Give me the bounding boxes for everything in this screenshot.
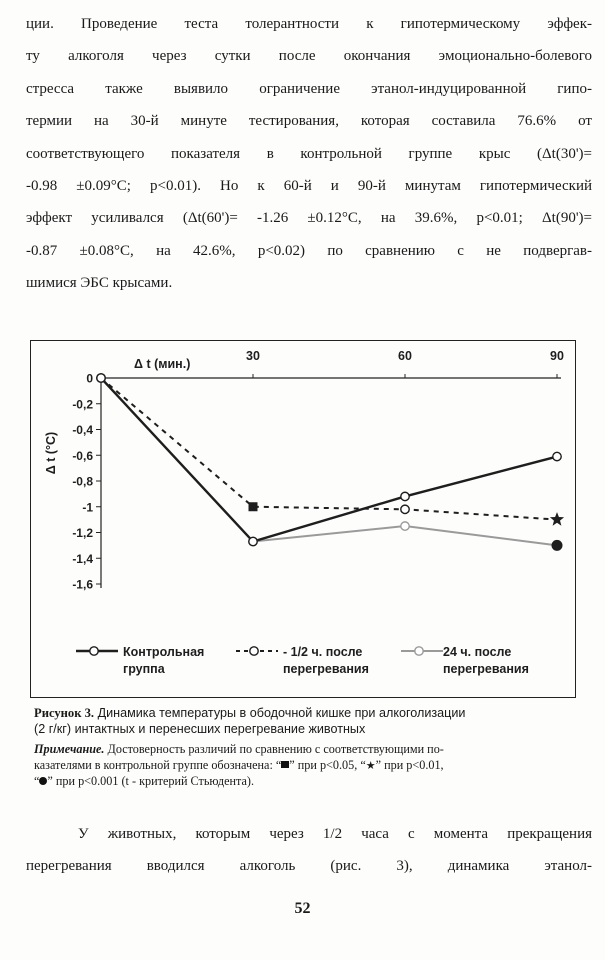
- legend-marker: [415, 647, 423, 655]
- data-point: [553, 452, 561, 460]
- data-point: [401, 505, 409, 513]
- data-point: [401, 492, 409, 500]
- y-axis-label: Δ t (°C): [44, 431, 58, 475]
- data-point-filled: [552, 540, 563, 551]
- legend-label: группа: [123, 662, 165, 676]
- y-tick-label: -0,6: [72, 448, 93, 463]
- y-tick-label: -0,4: [72, 423, 93, 437]
- x-axis-label: Δ t (мин.): [134, 357, 191, 371]
- chart-series: [97, 374, 564, 551]
- x-tick-label: 60: [398, 349, 412, 363]
- x-tick-label: 90: [550, 349, 564, 363]
- figure-label: Рисунок 3.: [34, 706, 95, 720]
- text-line: перегревания вводился алкоголь (рис. 3), динамика этанол-: [26, 858, 592, 875]
- series-line: [101, 378, 557, 542]
- legend-label: перегревания: [443, 662, 529, 676]
- chart-legend: [76, 645, 529, 676]
- legend-marker: [250, 647, 258, 655]
- y-tick-label: -0,8: [72, 474, 93, 489]
- note-text: казателями в контрольной группе обозначена: “: [34, 757, 282, 772]
- note-text: ” при p<0.001 (t - критерий Стьюдента).: [47, 774, 255, 788]
- data-point-square: [249, 502, 258, 511]
- paragraph-1: [26, 8, 592, 300]
- note-text: ” при p<0.05, “: [289, 757, 366, 772]
- note-label: Примечание.: [34, 742, 105, 756]
- y-tick-label: -1,2: [72, 526, 93, 540]
- caption-text: (2 г/кг) интактных и перенесших перегревание животных: [34, 721, 366, 736]
- line-chart: [31, 341, 577, 699]
- series-line: [101, 378, 557, 545]
- legend-label: - 1/2 ч. после: [283, 645, 363, 659]
- legend-label: 24 ч. после: [443, 645, 512, 659]
- star-marker-icon: ★: [365, 759, 376, 772]
- text-line: -0.87 ±0.08°С, на 42.6%, p<0.02) по сравнению с не подвергав-: [26, 242, 592, 259]
- data-point-star: [550, 512, 564, 526]
- data-point: [97, 374, 105, 382]
- text-line: термии на 30-й минуте тестирования, которая составила 76.6% от: [26, 113, 592, 130]
- legend-marker: [90, 647, 98, 655]
- text-line: соответствующего показателя в контрольной группе крыс (Δt(30')=: [26, 145, 592, 162]
- y-tick-label: -1: [82, 500, 93, 515]
- note-text: Достоверность различий по сравнению с соответствующими по-: [107, 742, 444, 756]
- data-point: [401, 522, 409, 530]
- legend-label: Контрольная: [123, 645, 205, 659]
- figure-caption: [34, 706, 594, 737]
- text-line: У животных, которым через 1/2 часа с момента прекращения: [78, 826, 592, 842]
- legend-label: перегревания: [283, 662, 369, 676]
- y-tick-label: -0,2: [72, 397, 93, 412]
- data-point: [249, 537, 257, 545]
- page-number: 52: [294, 900, 311, 917]
- text-line: эффект усиливался (Δt(60')= -1.26 ±0.12°С, на 39.6%, p<0.01; Δt(90')=: [26, 210, 592, 227]
- series-line: [101, 378, 557, 520]
- y-tick-label: 0: [86, 371, 93, 386]
- text-line: шимися ЭБС крысами.: [26, 275, 173, 292]
- figure-frame: [30, 340, 576, 698]
- y-tick-label: -1,6: [72, 577, 93, 592]
- y-tick-label: -1,4: [72, 551, 93, 566]
- x-tick-label: 30: [246, 349, 260, 363]
- text-line: -0.98 ±0.09°С; p<0.01). Но к 60-й и 90-й минутам гипотермический: [26, 177, 592, 194]
- text-line: ту алкоголя через сутки после окончания эмоционально-болевого: [26, 48, 592, 65]
- note-text: ” при p<0.01,: [375, 757, 444, 772]
- caption-text: Динамика температуры в ободочной кишке при алкоголизации: [97, 706, 466, 720]
- text-line: ции. Проведение теста толерантности к гипотермическому эффек-: [26, 16, 592, 32]
- paragraph-2: [26, 818, 592, 883]
- note-text: “: [34, 774, 40, 788]
- chart-axes: [72, 349, 564, 592]
- text-line: стресса также выявило ограничение этанол-индуцированной гипо-: [26, 80, 592, 97]
- figure-note: [34, 742, 588, 790]
